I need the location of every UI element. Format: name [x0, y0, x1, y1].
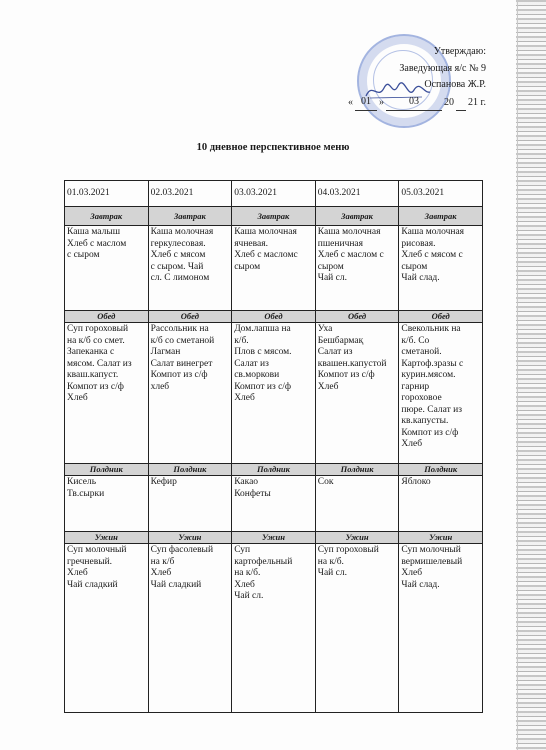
dish-line: Хлеб	[401, 439, 423, 449]
dish-line: хлеб	[150, 381, 170, 392]
dish-line: Салат из	[234, 358, 269, 369]
dish-line: к/б.	[234, 335, 249, 346]
lunch-header-cell: Обед	[315, 311, 399, 323]
breakfast-header-cell: Завтрак	[148, 207, 232, 226]
dish-line: Кефир	[150, 477, 177, 487]
dish-line: мясом. Салат из	[67, 358, 132, 369]
lunch-header-cell: Обед	[232, 311, 316, 323]
dish-line: Хлеб	[317, 381, 339, 392]
dish-line: квашен.капустой	[317, 358, 387, 369]
dinner-header-cell: Ужин	[148, 532, 232, 544]
dish-line: Суп	[234, 545, 251, 555]
dinner-cell	[65, 544, 149, 713]
dish-line: Кисель	[67, 477, 97, 487]
dish-line: кваш.капуст.	[67, 370, 119, 380]
date-cell: 01.03.2021	[65, 181, 149, 207]
menu-table	[64, 180, 483, 713]
lunch-cell	[65, 323, 149, 464]
breakfast-header-cell: Завтрак	[232, 207, 316, 226]
scan-edge	[516, 0, 546, 750]
dish-line: Суп молочный	[401, 545, 461, 555]
dish-line: гороховое	[401, 393, 442, 403]
dinner-header-row	[65, 532, 483, 544]
dish-line: с сыром	[67, 250, 100, 260]
dish-line: ячневая.	[234, 238, 268, 249]
dish-line: Чай слад.	[401, 273, 440, 283]
dinner-header-cell: Ужин	[65, 532, 149, 544]
dish-line: Каша молочная	[150, 227, 214, 237]
dish-line: Компот из с/ф	[150, 370, 208, 380]
breakfast-cell	[232, 226, 316, 311]
dish-line: Хлеб	[401, 568, 423, 578]
dish-line: Уха	[317, 324, 333, 334]
dish-line: Свекольник на	[401, 324, 461, 334]
lunch-header-row	[65, 311, 483, 323]
dish-line: Какао	[234, 477, 259, 487]
dish-line: Картоф.зразы с	[401, 358, 464, 369]
dinner-header-cell: Ужин	[315, 532, 399, 544]
dinner-cell	[148, 544, 232, 713]
dish-line: Конфеты	[234, 488, 271, 499]
dish-line: Салат из	[317, 347, 353, 357]
dish-line: сыром	[234, 261, 261, 272]
breakfast-row	[65, 226, 483, 311]
breakfast-cell	[148, 226, 232, 311]
dish-line: Чай сладкий	[67, 579, 118, 590]
dinner-cell	[399, 544, 483, 713]
approval-date-month: 03	[386, 94, 442, 112]
dish-line: Хлеб	[234, 579, 255, 590]
lunch-header-cell: Обед	[399, 311, 483, 323]
page-title: 10 дневное перспективное меню	[196, 142, 350, 153]
snack-header-cell: Полдник	[148, 464, 232, 476]
dish-line: Яблоко	[401, 477, 431, 487]
lunch-cell	[148, 323, 232, 464]
dish-line: пюре. Салат из	[401, 404, 462, 415]
dish-line: на к/б	[150, 556, 175, 567]
dish-line: картофельный	[234, 556, 293, 567]
dish-line: Плов с мясом.	[234, 347, 292, 357]
dish-line: Каша малыш	[67, 227, 121, 237]
dish-line: Лагман	[150, 347, 181, 357]
snack-header-cell: Полдник	[399, 464, 483, 476]
dish-line: геркулесовая.	[150, 238, 206, 249]
breakfast-cell	[399, 226, 483, 311]
dinner-header-cell: Ужин	[232, 532, 316, 544]
dish-line: Каша молочная	[317, 227, 381, 237]
approval-line-name: Оспанова Ж.Р.	[424, 79, 486, 90]
dinner-cell	[315, 544, 399, 713]
breakfast-header-row	[65, 207, 483, 226]
dish-line: Тв.сырки	[67, 488, 105, 499]
snack-cell	[399, 476, 483, 532]
lunch-cell	[232, 323, 316, 464]
snack-header-cell: Полдник	[65, 464, 149, 476]
approval-date-year-prefix: 20	[444, 96, 455, 108]
approval-date-open-quote: «	[348, 96, 354, 108]
lunch-cell	[399, 323, 483, 464]
dish-line: Сок	[317, 477, 334, 487]
date-cell: 05.03.2021	[399, 181, 483, 207]
breakfast-header-cell: Завтрак	[399, 207, 483, 226]
lunch-header-cell: Обед	[65, 311, 149, 323]
dish-line: к/б. Со	[401, 335, 430, 346]
dish-line: на к/б.	[317, 556, 344, 567]
snack-header-cell: Полдник	[232, 464, 316, 476]
dish-line: Чай сл.	[317, 568, 347, 578]
date-row	[65, 181, 483, 207]
dish-line: гарнир	[401, 381, 430, 392]
dish-line: Чай сл.	[317, 273, 347, 283]
dish-line: Каша молочная	[401, 227, 465, 237]
dish-line: сл. С лимоном	[150, 273, 210, 283]
dish-line: Чай сл.	[234, 591, 264, 601]
menu-table-body	[65, 181, 483, 713]
approval-date-year: 21 г.	[468, 96, 486, 108]
lunch-cell	[315, 323, 399, 464]
approval-date-day: 01	[355, 94, 377, 112]
snack-cell	[232, 476, 316, 532]
dish-line: Хлеб с маслом	[67, 238, 127, 249]
approval-date-year-blank	[456, 110, 466, 111]
dish-line: к/б со сметаной	[150, 335, 215, 346]
date-cell: 03.03.2021	[232, 181, 316, 207]
date-cell: 02.03.2021	[148, 181, 232, 207]
dish-line: Хлеб с мясом с	[401, 250, 463, 260]
dish-line: сыром	[317, 261, 344, 272]
snack-cell	[148, 476, 232, 532]
dish-line: Хлеб	[67, 568, 88, 578]
dish-line: Хлеб с мясом	[150, 250, 206, 260]
dish-line: Суп молочный	[67, 545, 127, 555]
lunch-row	[65, 323, 483, 464]
dish-line: Компот из с/ф	[317, 370, 375, 380]
snack-header-cell: Полдник	[315, 464, 399, 476]
breakfast-cell	[315, 226, 399, 311]
dish-line: Хлеб	[67, 393, 88, 403]
dish-line: Салат винегрет	[150, 358, 213, 369]
snack-cell	[315, 476, 399, 532]
approval-date	[266, 94, 486, 112]
dish-line: Дом.лапша на	[234, 324, 291, 334]
dish-line: на к/б.	[234, 568, 261, 578]
breakfast-cell	[65, 226, 149, 311]
snack-header-row	[65, 464, 483, 476]
dish-line: Суп фасолевый	[150, 545, 214, 555]
approval-line-head: Заведующая я/с № 9	[399, 62, 486, 74]
dish-line: рисовая.	[401, 238, 436, 249]
dish-line: Рассольник на	[150, 324, 209, 334]
dish-line: Бешбармақ	[317, 335, 364, 346]
dish-line: Чай слад.	[401, 579, 440, 590]
dish-line: пшеничная	[317, 238, 364, 249]
scan-edge-line	[517, 0, 518, 750]
approval-line-approve: Утверждаю:	[433, 46, 486, 57]
dish-line: с сыром. Чай	[150, 261, 204, 272]
dish-line: вермишелевый	[401, 556, 463, 567]
lunch-header-cell: Обед	[148, 311, 232, 323]
dish-line: Хлеб	[234, 393, 255, 403]
date-cell: 04.03.2021	[315, 181, 399, 207]
dish-line: курин.мясом.	[401, 370, 456, 380]
dish-line: Чай сладкий	[150, 579, 202, 590]
dish-line: кв.капусты.	[401, 416, 449, 426]
dish-line: Хлеб с масломс	[234, 250, 298, 260]
approval-date-close-quote: »	[379, 96, 385, 108]
dish-line: Запеканка с	[67, 347, 115, 357]
dinner-cell	[232, 544, 316, 713]
dish-line: Компот из с/ф	[234, 381, 292, 392]
approval-block	[266, 44, 486, 111]
dish-line: Компот из с/ф	[401, 427, 459, 438]
dish-line: на к/б со смет.	[67, 335, 125, 346]
dish-line: Хлеб	[150, 568, 172, 578]
dinner-header-cell: Ужин	[399, 532, 483, 544]
dish-line: гречневый.	[67, 556, 113, 567]
dinner-row	[65, 544, 483, 713]
dish-line: Суп гороховый	[67, 324, 129, 334]
dish-line: Каша молочная	[234, 227, 297, 237]
snack-cell	[65, 476, 149, 532]
dish-line: Хлеб с маслом с	[317, 250, 384, 260]
dish-line: сметаной.	[401, 347, 442, 357]
dish-line: сыром	[401, 261, 428, 272]
breakfast-header-cell: Завтрак	[65, 207, 149, 226]
breakfast-header-cell: Завтрак	[315, 207, 399, 226]
dish-line: Компот из с/ф	[67, 381, 124, 392]
dish-line: св.моркови	[234, 370, 280, 380]
dish-line: Суп гороховый	[317, 545, 379, 555]
snack-row	[65, 476, 483, 532]
